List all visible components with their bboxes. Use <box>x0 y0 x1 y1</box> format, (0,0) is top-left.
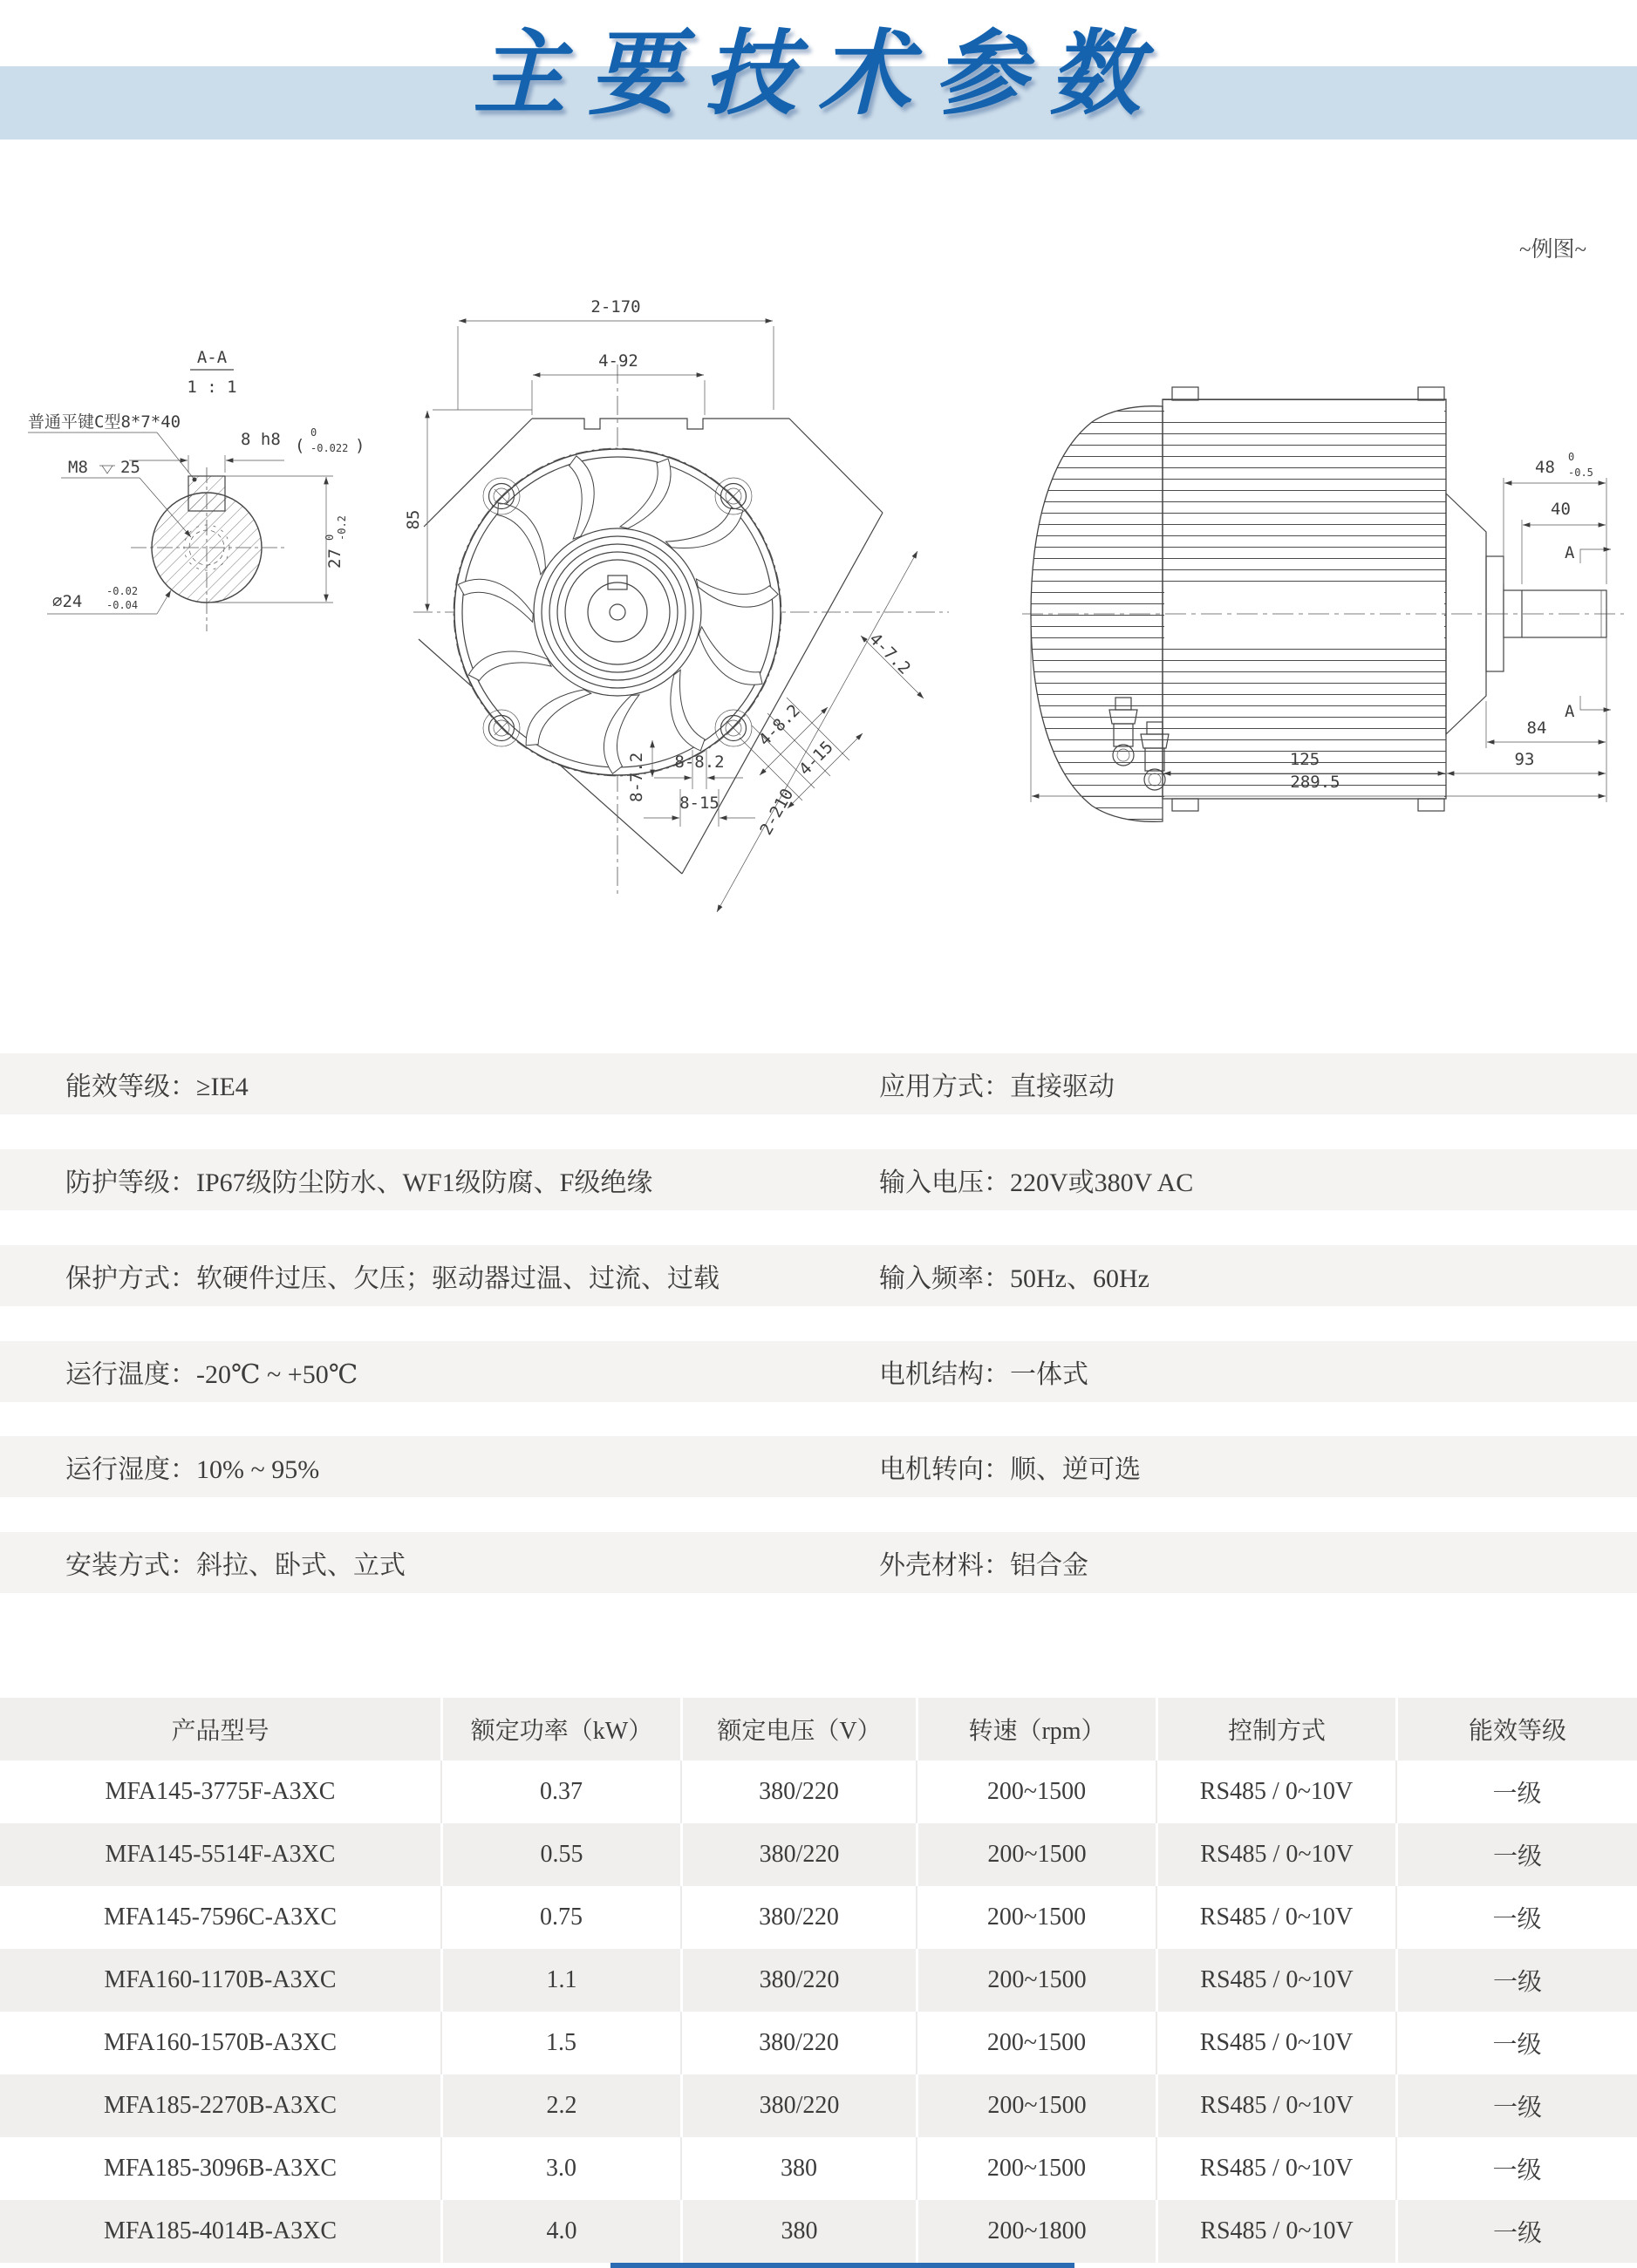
table-cell: MFA145-5514F-A3XC <box>105 1841 336 1868</box>
table-cell: 200~1500 <box>916 1886 1156 1949</box>
table-cell: 200~1500 <box>916 2074 1156 2137</box>
section-height-dim: 27 <box>325 548 344 569</box>
table-row <box>0 2200 1637 2263</box>
table-cell: 一级 <box>1395 1761 1637 1823</box>
spec-value: 50Hz、60Hz <box>1010 1264 1149 1293</box>
table-row <box>0 2074 1637 2137</box>
table-cell: 4.0 <box>440 2200 680 2263</box>
front-slot-d3-dim: 4-7.2 <box>865 629 915 678</box>
table-cell: 380 <box>680 2200 916 2263</box>
table-cell: RS485 / 0~10V <box>1156 1761 1395 1823</box>
keyway-tol-bot: -0.022 <box>310 442 349 454</box>
table-cell: 一级 <box>1395 2012 1637 2074</box>
table-cell: 2.2 <box>440 2074 680 2137</box>
side-shaft-outer-dim: 40 <box>1551 500 1571 519</box>
table-cell: RS485 / 0~10V <box>1156 1886 1395 1949</box>
table-cell: MFA160-1570B-A3XC <box>103 2029 338 2056</box>
mounting-bolt <box>715 710 752 746</box>
shaft-diameter-dim: ∅24 <box>52 592 83 611</box>
table-row <box>0 1823 1637 1886</box>
table-cell: RS485 / 0~10V <box>1156 1949 1395 2012</box>
side-body-dim: 125 <box>1289 750 1320 769</box>
paren-open: ( <box>295 436 305 455</box>
table-cell: 200~1800 <box>916 2200 1156 2263</box>
spec-row <box>0 1341 1637 1402</box>
spec-row <box>0 1436 1637 1497</box>
spec-value: IP67级防尘防水、WF1级防腐、F级绝缘 <box>196 1168 653 1197</box>
keyway-width-dim: 8 h8 <box>241 430 281 449</box>
side-front-dim: 93 <box>1514 750 1535 769</box>
table-row <box>0 1761 1637 1823</box>
side-shaft-dim: 48 <box>1535 458 1555 477</box>
spec-value: 软硬件过压、欠压；驱动器过温、过流、过载 <box>196 1264 720 1293</box>
table-cell: 0.55 <box>440 1823 680 1886</box>
spec-label: 运行温度： <box>65 1360 196 1389</box>
spec-value: 顺、逆可选 <box>1010 1455 1141 1484</box>
table-cell: 一级 <box>1395 2137 1637 2200</box>
spec-value: 直接驱动 <box>1010 1073 1115 1101</box>
front-slot-vertical-dim: 8-7.2 <box>627 752 646 802</box>
section-marker-top: A <box>1565 543 1575 562</box>
output-shaft <box>1504 590 1606 637</box>
bottom-accent-bar <box>610 2263 1074 2268</box>
table-cell: RS485 / 0~10V <box>1156 2074 1395 2137</box>
spec-value: -20℃ ~ +50℃ <box>196 1360 358 1389</box>
table-cell: 380 <box>680 2137 916 2200</box>
table-header-cell: 产品型号 <box>171 1718 269 1745</box>
table-row <box>0 1949 1637 2012</box>
spec-label: 电机结构： <box>879 1360 1010 1389</box>
table-cell: RS485 / 0~10V <box>1156 2137 1395 2200</box>
table-cell: RS485 / 0~10V <box>1156 2012 1395 2074</box>
table-header-cell: 转速（rpm） <box>916 1698 1156 1761</box>
mounting-bolt <box>715 478 752 514</box>
table-cell: 一级 <box>1395 1886 1637 1949</box>
table-cell: 1.1 <box>440 1949 680 2012</box>
dia-tol-top: -0.02 <box>106 585 139 597</box>
table-row <box>0 2012 1637 2074</box>
shaft-section-drawing <box>26 340 392 637</box>
table-header-row <box>0 1698 1637 1761</box>
table-cell: 0.75 <box>440 1886 680 1949</box>
table-cell: 一级 <box>1395 2074 1637 2137</box>
spec-value: 一体式 <box>1010 1360 1088 1389</box>
front-slot-w2-dim: 8-15 <box>679 793 720 813</box>
spec-value: 10% ~ 95% <box>196 1455 320 1484</box>
section-scale: 1 : 1 <box>187 378 237 397</box>
motor-side-view-drawing <box>1001 349 1637 837</box>
spec-row <box>0 1532 1637 1593</box>
spec-value: 220V或380V AC <box>1010 1168 1194 1197</box>
spec-label: 防护等级： <box>65 1168 196 1197</box>
table-cell: MFA145-7596C-A3XC <box>103 1904 338 1931</box>
table-cell: 200~1500 <box>916 2012 1156 2074</box>
table-cell: 0.37 <box>440 1761 680 1823</box>
spec-label: 应用方式： <box>879 1073 1010 1101</box>
table-cell: 380/220 <box>680 1761 916 1823</box>
keyway-tol-top: 0 <box>310 426 317 439</box>
spec-label: 输入电压： <box>879 1168 1010 1197</box>
mounting-bolt <box>483 710 520 746</box>
spec-label: 安装方式： <box>65 1551 196 1580</box>
height-tol-top: 0 <box>324 534 336 541</box>
spec-row <box>0 1149 1637 1210</box>
table-row <box>0 2137 1637 2200</box>
front-width-inner-dim: 4-92 <box>598 351 638 371</box>
table-cell: 380/220 <box>680 1886 916 1949</box>
table-cell: 1.5 <box>440 2012 680 2074</box>
section-marker-bottom: A <box>1565 702 1575 721</box>
dia-tol-bot: -0.04 <box>106 599 139 611</box>
side-total-dim: 289.5 <box>1290 773 1340 792</box>
table-cell: MFA160-1170B-A3XC <box>104 1966 337 1993</box>
table-cell: 380/220 <box>680 1823 916 1886</box>
table-cell: 一级 <box>1395 1823 1637 1886</box>
height-tol-bot: -0.2 <box>336 515 348 541</box>
table-row <box>0 1886 1637 1949</box>
table-cell: 3.0 <box>440 2137 680 2200</box>
table-cell: 200~1500 <box>916 2137 1156 2200</box>
spec-label: 电机转向： <box>879 1455 1010 1484</box>
table-cell: RS485 / 0~10V <box>1156 1823 1395 1886</box>
product-table <box>0 1698 1637 2263</box>
table-header-cell: 控制方式 <box>1156 1698 1395 1761</box>
thread-label: M8 <box>68 458 88 477</box>
table-header-cell: 额定电压（V） <box>680 1698 916 1761</box>
example-figure-label: ~例图~ <box>1519 238 1587 262</box>
table-cell: 一级 <box>1395 2200 1637 2263</box>
front-slot-w1-dim: 8-8.2 <box>674 753 725 772</box>
table-cell: MFA185-3096B-A3XC <box>103 2155 338 2182</box>
front-diagonal-dim: 2-210 <box>756 785 798 839</box>
table-cell: MFA185-4014B-A3XC <box>103 2217 338 2244</box>
spec-label: 保护方式： <box>65 1264 196 1293</box>
spec-value: 斜拉、卧式、立式 <box>196 1551 406 1580</box>
motor-front-view-drawing <box>392 288 968 950</box>
spec-label: 外壳材料： <box>879 1551 1010 1580</box>
spec-label: 能效等级： <box>65 1073 196 1101</box>
table-header-cell: 能效等级 <box>1395 1698 1637 1761</box>
front-width-outer-dim: 2-170 <box>590 297 641 317</box>
side-rear-dim: 84 <box>1526 719 1547 738</box>
table-cell: 一级 <box>1395 1949 1637 2012</box>
table-cell: RS485 / 0~10V <box>1156 2200 1395 2263</box>
table-cell: 380/220 <box>680 2074 916 2137</box>
shaft-tol-bot: -0.5 <box>1568 467 1593 479</box>
table-cell: 380/220 <box>680 2012 916 2074</box>
spec-row <box>0 1053 1637 1114</box>
table-cell: 200~1500 <box>916 1761 1156 1823</box>
page-title: 主要技术参数 <box>473 18 1164 127</box>
thread-depth: 25 <box>120 458 140 477</box>
spec-value: ≥IE4 <box>196 1073 249 1101</box>
spec-label: 运行湿度： <box>65 1455 196 1484</box>
key-type-label: 普通平键C型8*7*40 <box>28 412 181 432</box>
paren-close: ) <box>355 436 365 455</box>
spec-value: 铝合金 <box>1010 1551 1088 1580</box>
front-slot-d2-dim: 4-15 <box>795 737 837 780</box>
table-cell: 380/220 <box>680 1949 916 2012</box>
front-height-dim: 85 <box>404 509 423 530</box>
table-cell: 200~1500 <box>916 1949 1156 2012</box>
table-cell: MFA185-2270B-A3XC <box>103 2092 338 2119</box>
spec-label: 输入频率： <box>879 1264 1010 1293</box>
depth-symbol-icon <box>99 466 115 473</box>
front-slot-d1-dim: 4-8.2 <box>754 700 804 750</box>
table-cell: 200~1500 <box>916 1823 1156 1886</box>
section-title: A-A <box>196 348 228 367</box>
table-header-cell: 额定功率（kW） <box>440 1698 680 1761</box>
table-cell: MFA145-3775F-A3XC <box>105 1778 336 1805</box>
mounting-bolt <box>483 478 520 514</box>
spec-row <box>0 1245 1637 1306</box>
shaft-tol-top: 0 <box>1568 451 1575 463</box>
